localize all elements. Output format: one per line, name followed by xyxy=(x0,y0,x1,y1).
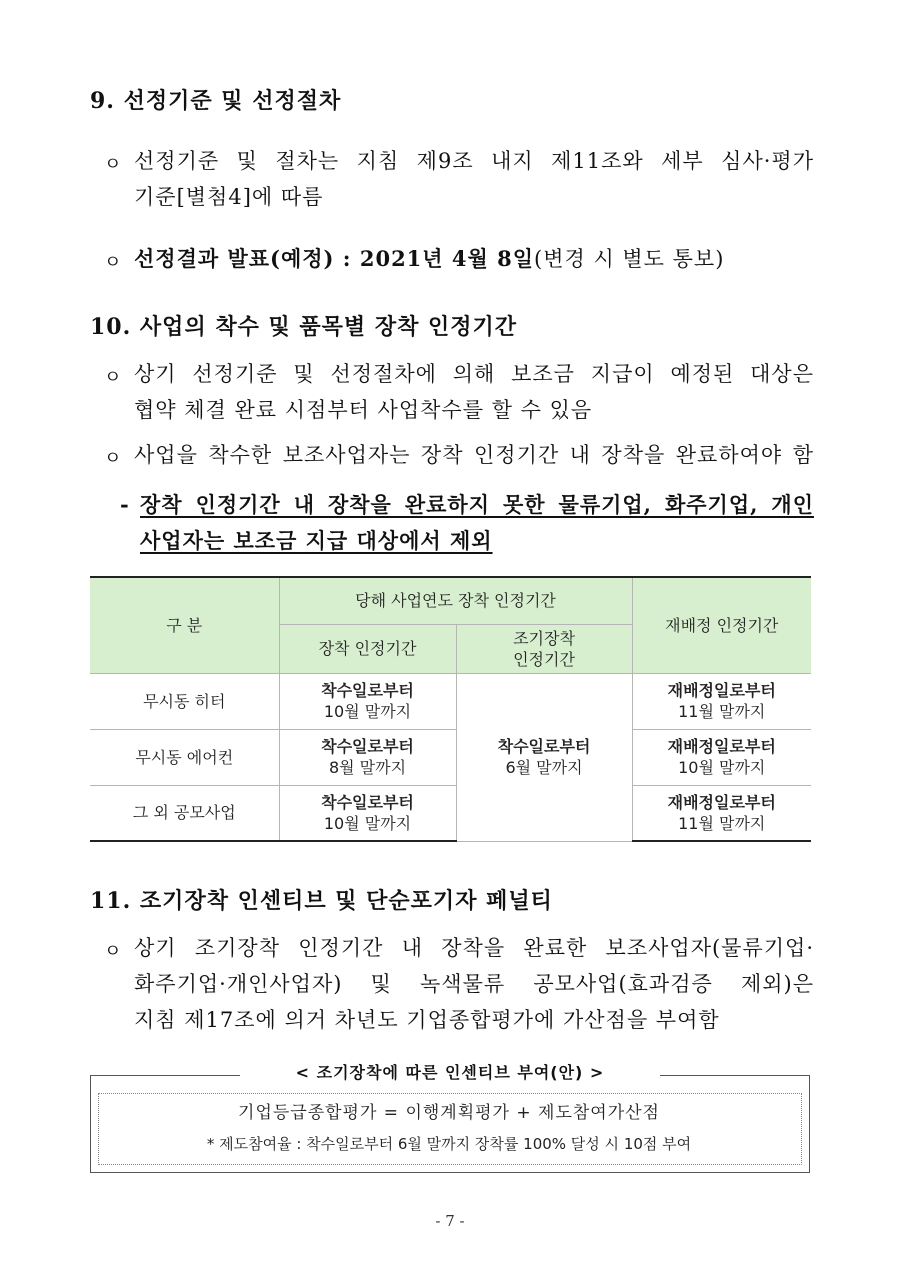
table-row xyxy=(90,673,811,729)
early-from: 착수일로부터 xyxy=(497,737,591,756)
row-name: 무시동 에어컨 xyxy=(90,729,279,785)
realloc-from: 재배정일로부터 xyxy=(667,792,776,812)
install-until: 10월 말까지 xyxy=(323,813,412,833)
s10-item2: 사업을 착수한 보조사업자는 장착 인정기간 내 장착을 완료하여야 함 xyxy=(134,443,814,467)
selection-result-date: 선정결과 발표(예정) : 2021년 4월 8일 xyxy=(134,246,534,271)
install-from: 착수일로부터 xyxy=(321,681,414,700)
bullet-marker: ㅇ xyxy=(104,941,122,962)
realloc-from: 재배정일로부터 xyxy=(667,737,776,756)
s9-item1-line1: 선정기준 및 절차는 지침 제9조 내지 제11조와 세부 심사·평가 xyxy=(134,149,814,173)
section-11-heading: 11. 조기장착 인센티브 및 단순포기자 페널티 xyxy=(90,888,553,914)
header-early-line2: 인정기간 xyxy=(513,649,575,669)
s11-line2: 화주기업·개인사업자) 및 녹색물류 공모사업(효과검증 제외)은 xyxy=(134,972,814,996)
s10-item1-line1: 상기 선정기준 및 선정절차에 의해 보조금 지급이 예정된 대상은 xyxy=(134,362,814,386)
selection-result-note: (변경 시 별도 통보) xyxy=(534,247,725,271)
installation-period-table xyxy=(90,576,811,842)
realloc-period-cell xyxy=(632,785,811,841)
s9-item2 xyxy=(134,241,724,277)
install-period-cell xyxy=(279,785,456,841)
s11-line3: 지침 제17조에 의거 차년도 기업종합평가에 가산점을 부여함 xyxy=(134,1008,720,1032)
header-reallocation-period: 재배정 인정기간 xyxy=(632,577,811,673)
header-early-install-period xyxy=(456,624,632,673)
realloc-period-cell xyxy=(632,729,811,785)
install-from: 착수일로부터 xyxy=(321,792,414,812)
install-until: 10월 말까지 xyxy=(323,702,412,721)
s9-item1-line2: 기준[별첨4]에 따름 xyxy=(134,185,324,209)
header-install-period: 장착 인정기간 xyxy=(279,624,456,673)
s10-sub-line1: 장착 인정기간 내 장착을 완료하지 못한 물류기업, 화주기업, 개인 xyxy=(140,492,814,517)
install-period-cell xyxy=(279,673,456,729)
s10-sub-line2: 사업자는 보조금 지급 대상에서 제외 xyxy=(140,528,493,553)
incentive-formula: 기업등급종합평가 = 이행계획평가 + 제도참여가산점 xyxy=(238,1103,660,1123)
s10-item1-line2: 협약 체결 완료 시점부터 사업착수를 할 수 있음 xyxy=(134,398,593,422)
page-number: - 7 - xyxy=(435,1212,465,1230)
table-row xyxy=(90,785,811,841)
header-early-line1: 조기장착 xyxy=(513,628,575,648)
incentive-box-title: < 조기장착에 따른 인센티브 부여(안) > xyxy=(240,1060,660,1086)
early-until: 6월 말까지 xyxy=(505,758,583,777)
install-from: 착수일로부터 xyxy=(321,737,414,756)
bullet-marker: ㅇ xyxy=(104,154,122,175)
table-row xyxy=(90,729,811,785)
realloc-until: 11월 말까지 xyxy=(678,813,766,833)
install-period-cell xyxy=(279,729,456,785)
realloc-until: 10월 말까지 xyxy=(678,758,766,777)
dash-marker: - xyxy=(120,492,130,517)
section-9-heading: 9. 선정기준 및 선정절차 xyxy=(90,88,342,114)
early-install-cell xyxy=(456,673,632,841)
row-name: 무시동 히터 xyxy=(90,673,279,729)
realloc-from: 재배정일로부터 xyxy=(667,681,776,700)
realloc-period-cell xyxy=(632,673,811,729)
row-name: 그 외 공모사업 xyxy=(90,785,279,841)
bullet-marker: ㅇ xyxy=(104,252,122,273)
bullet-marker: ㅇ xyxy=(104,448,122,469)
install-until: 8월 말까지 xyxy=(328,758,407,777)
bullet-marker: ㅇ xyxy=(104,367,122,388)
section-10-heading: 10. 사업의 착수 및 품목별 장착 인정기간 xyxy=(90,314,518,340)
header-current-year-period: 당해 사업연도 장착 인정기간 xyxy=(279,577,632,624)
header-category: 구 분 xyxy=(90,577,279,673)
s11-line1: 상기 조기장착 인정기간 내 장착을 완료한 보조사업자(물류기업· xyxy=(134,936,814,960)
realloc-until: 11월 말까지 xyxy=(678,702,766,721)
incentive-note: * 제도참여율 : 착수일로부터 6월 말까지 장착률 100% 달성 시 10점 부여 xyxy=(206,1135,692,1153)
